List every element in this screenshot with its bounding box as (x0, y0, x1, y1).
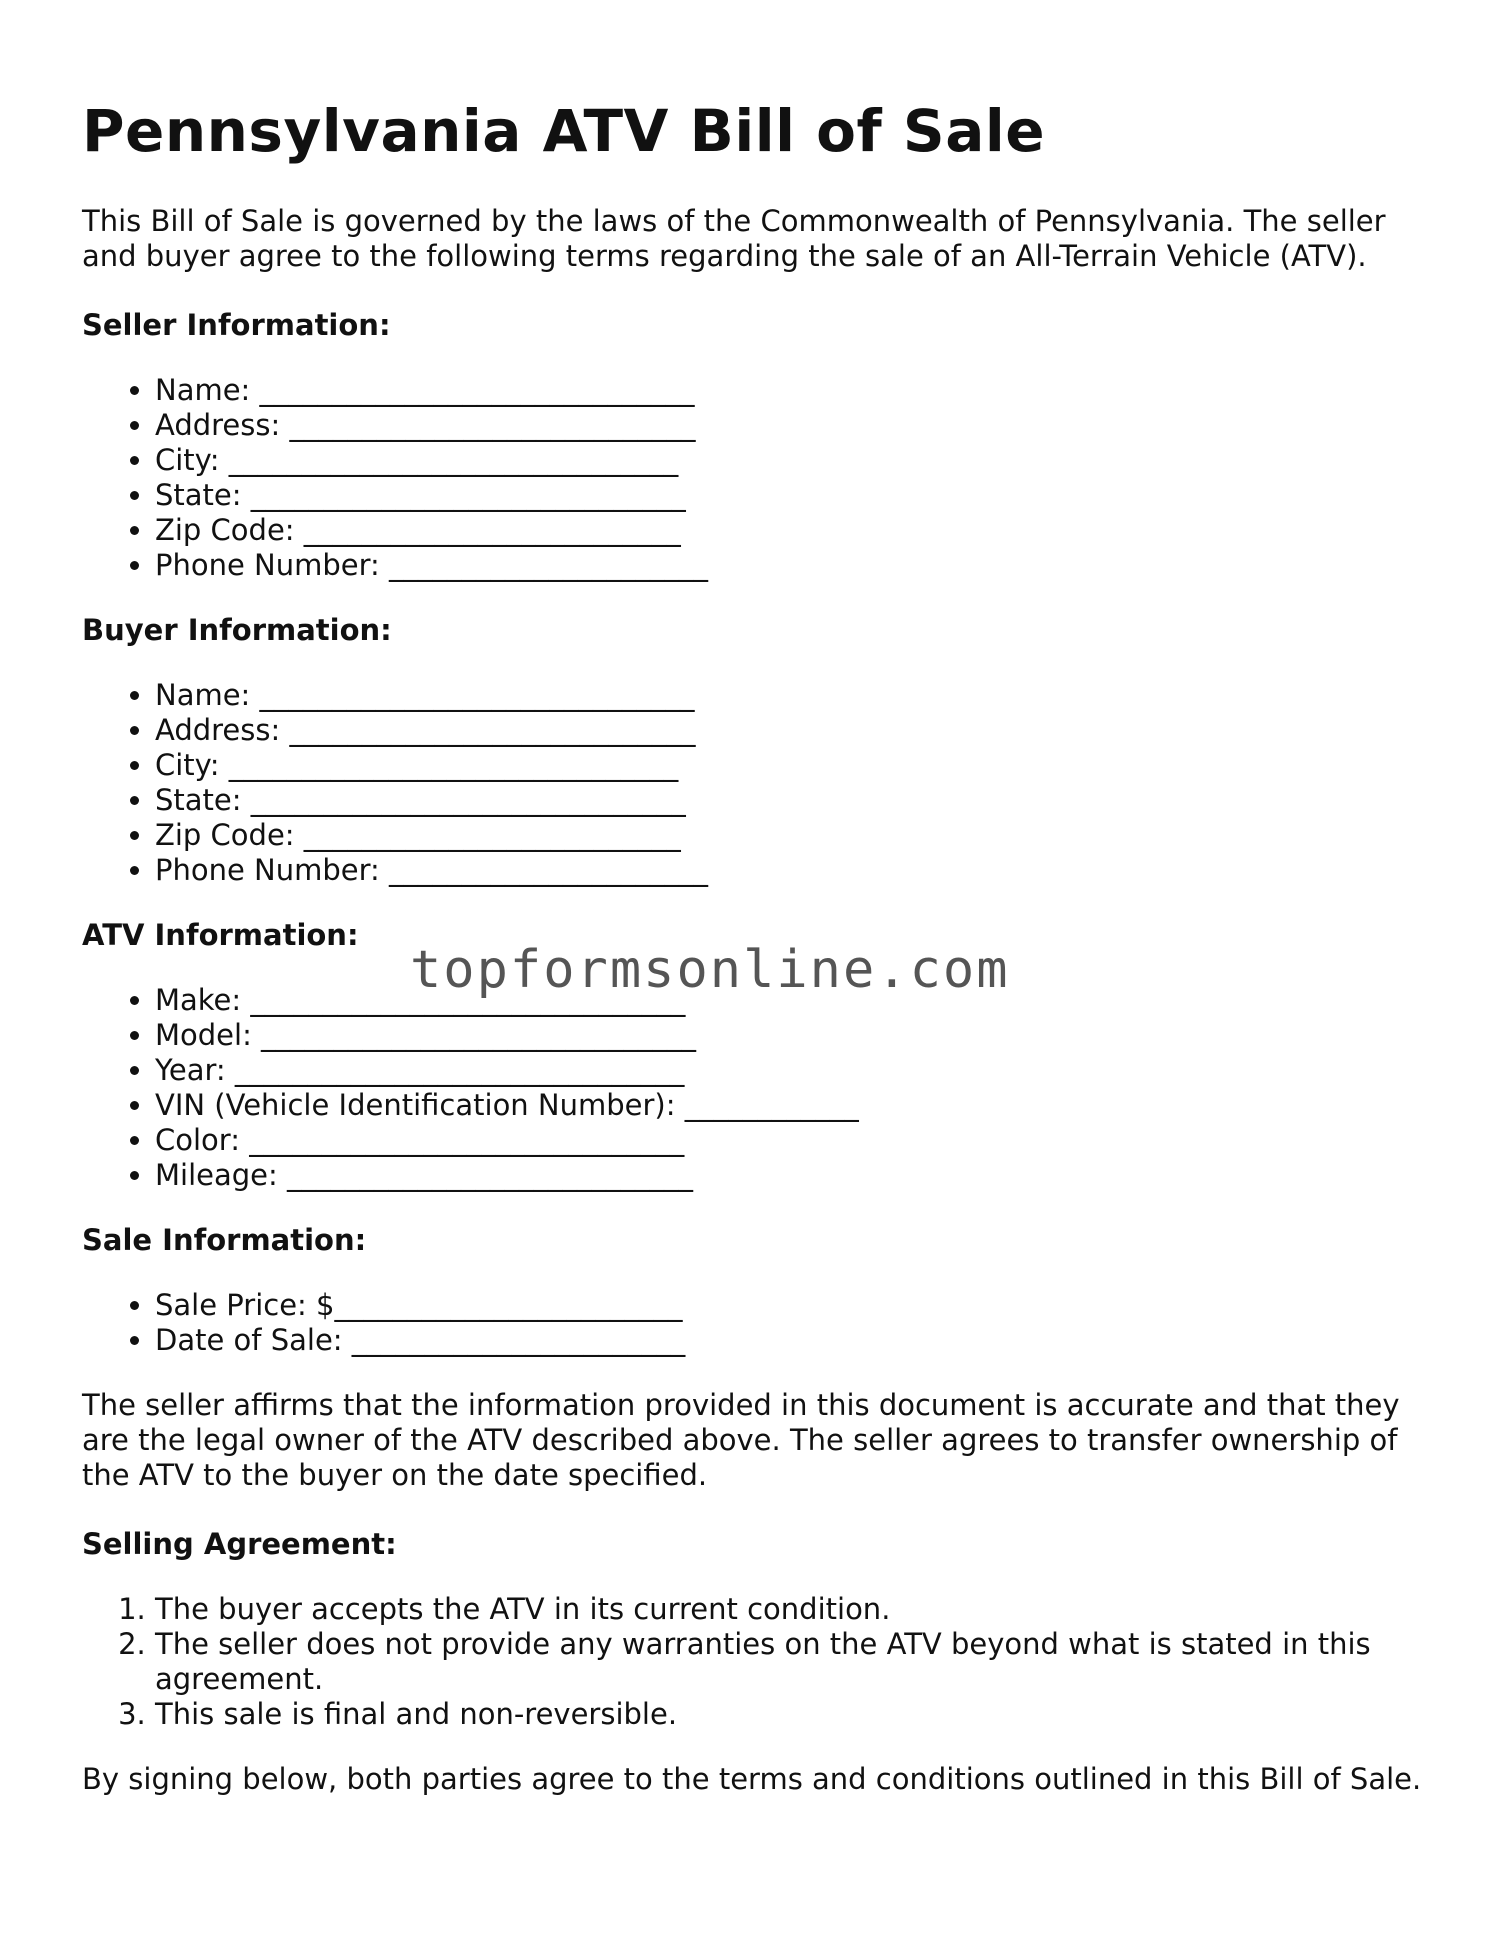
sale-price-field: • Sale Price: $________________________ (155, 1288, 1422, 1323)
agreement-item: 1. The buyer accepts the ATV in its current condition. (155, 1592, 1422, 1627)
sale-list (82, 1288, 1422, 1358)
buyer-city-field: • City: _______________________________ (155, 748, 1422, 783)
sale-date-field: • Date of Sale: _______________________ (155, 1323, 1422, 1358)
atv-color-field: • Color: ______________________________ (155, 1123, 1422, 1158)
buyer-address-field: • Address: ____________________________ (155, 713, 1422, 748)
seller-city-field: • City: _______________________________ (155, 443, 1422, 478)
watermark: topformsonline.com (410, 940, 1010, 1000)
seller-phone-field: • Phone Number: ______________________ (155, 548, 1422, 583)
intro-paragraph: This Bill of Sale is governed by the laws of the Commonwealth of Pennsylvania. The seller and buyer agree to the following terms regarding the sale of an All-Terrain Vehicle (ATV). (82, 203, 1386, 273)
atv-year-field: • Year: _______________________________ (155, 1053, 1422, 1088)
atv-heading: ATV Information: (82, 917, 359, 952)
buyer-state-field: • State: ______________________________ (155, 783, 1422, 818)
sale-heading: Sale Information: (82, 1222, 367, 1257)
buyer-heading: Buyer Information: (82, 612, 392, 647)
seller-zip-field: • Zip Code: __________________________ (155, 513, 1422, 548)
atv-mileage-field: • Mileage: ____________________________ (155, 1158, 1422, 1193)
agreement-item: 3. This sale is final and non-reversible. (155, 1697, 1422, 1732)
seller-address-field: • Address: ____________________________ (155, 408, 1422, 443)
affirmation-paragraph: The seller affirms that the information provided in this document is accurate and that they are the legal owner of the ATV described above. The seller agrees to transfer ownership of the ATV to the buyer on the date specified. (82, 1387, 1400, 1492)
buyer-zip-field: • Zip Code: __________________________ (155, 818, 1422, 853)
agreement-list (82, 1592, 1422, 1732)
seller-heading: Seller Information: (82, 307, 391, 342)
atv-vin-field: • VIN (Vehicle Identification Number): ____________ (155, 1088, 1422, 1123)
seller-state-field: • State: ______________________________ (155, 478, 1422, 513)
closing-paragraph: By signing below, both parties agree to the terms and conditions outlined in this Bill of Sale. (82, 1761, 1422, 1796)
atv-make-field: • Make: ______________________________ (155, 983, 1422, 1018)
buyer-name-field: • Name: ______________________________ (155, 678, 1422, 713)
buyer-list (82, 678, 1422, 888)
buyer-phone-field: • Phone Number: ______________________ (155, 853, 1422, 888)
seller-name-field: • Name: ______________________________ (155, 373, 1422, 408)
seller-list (82, 373, 1422, 583)
agreement-item: 2. The seller does not provide any warranties on the ATV beyond what is stated in this agreement. (155, 1627, 1422, 1697)
atv-model-field: • Model: ______________________________ (155, 1018, 1422, 1053)
document-title: Pennsylvania ATV Bill of Sale (82, 97, 1046, 165)
atv-list (82, 983, 1422, 1193)
agreement-heading: Selling Agreement: (82, 1526, 397, 1561)
